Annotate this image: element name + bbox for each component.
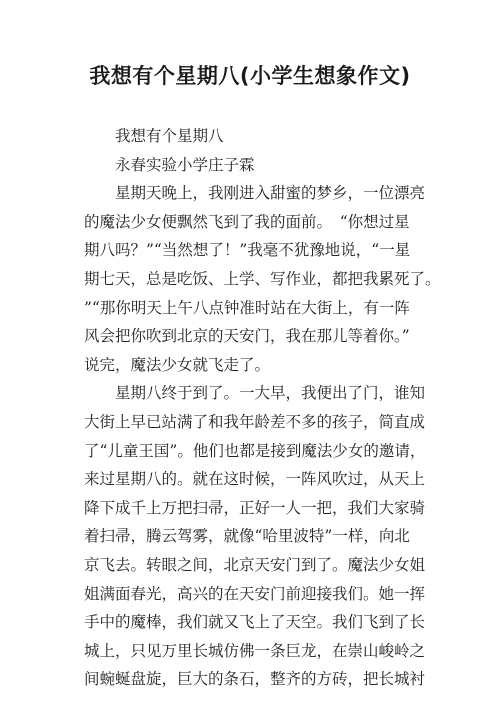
text-line: 我想有个星期八 [84,127,224,145]
text-line: 说完，魔法少女就飞走了。 [84,355,271,374]
text-line: 京飞去。转眼之间，北京天安门到了。魔法少女姐 [84,555,426,574]
text-line: 着扫帚，腾云驾雾，就像“哈里波特”一样，向北 [84,527,410,546]
text-line: 期七天，总是吃饭、上学、写作业，都把我累死了。 [84,269,441,288]
text-line: 期八吗？”“当然想了！”我毫不犹豫地说，“一星 [84,241,411,260]
text-line: 了“儿童王国”。他们也都是接到魔法少女的邀请， [84,441,426,460]
text-line: 星期八终于到了。一大早，我便出了门，谁知 [84,384,426,403]
text-line: 星期天晚上，我刚进入甜蜜的梦乡，一位漂亮 [84,184,426,203]
text-line: 间蜿蜒盘旋，巨大的条石，整齐的方砖，把长城衬 [84,670,426,689]
document-body [84,122,441,694]
document-title: 我想有个星期八(小学生想象作文) [89,64,411,88]
text-line: 城上，只见万里长城仿佛一条巨龙，在崇山峻岭之 [84,641,426,660]
text-line: 永春实验小学庄子霖 [84,155,255,174]
text-line: 降下成千上万把扫帚，正好一人一把，我们大家骑 [84,498,426,517]
text-line: ”“那你明天上午八点钟准时站在大街上，有一阵 [84,298,410,317]
text-line: 的魔法少女便飘然飞到了我的面前。 “你想过星 [84,212,410,231]
text-line: 姐满面春光，高兴的在天安门前迎接我们。她一挥 [84,584,426,603]
text-line: 风会把你吹到北京的天安门，我在那儿等着你。” [84,327,410,346]
text-line: 来过星期八的。就在这时候，一阵风吹过，从天上 [84,470,426,489]
text-line: 大街上早已站满了和我年龄差不多的孩子，简直成 [84,412,426,431]
text-line: 手中的魔棒，我们就又飞上了天空。我们飞到了长 [84,613,426,632]
